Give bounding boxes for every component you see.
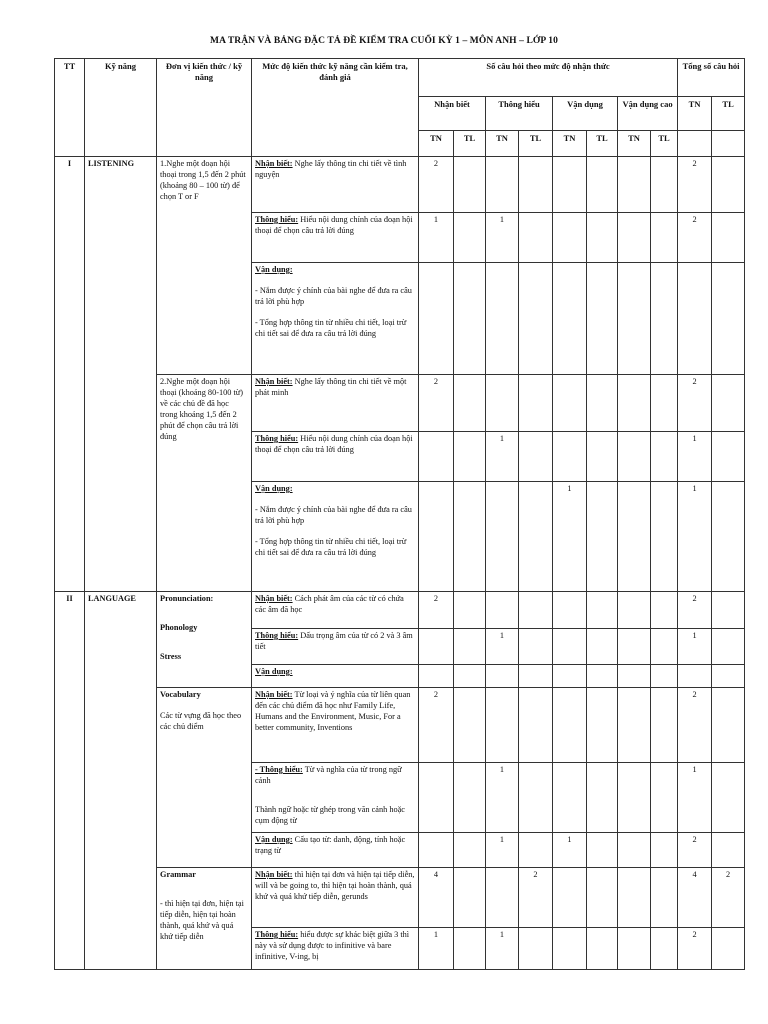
- header-tl: TL: [454, 131, 486, 157]
- level-description: Vận dụng: - Nắm được ý chính của bài nghe để đưa ra câu trả lời phù hợp - Tổng hợp thông tin từ nhiều chi tiết, loại trừ chi tiết sai để đưa ra câu trả lời đúng: [252, 482, 419, 592]
- total-tl-cell: [712, 665, 745, 688]
- header-level-3: Vận dụng: [553, 97, 618, 131]
- level-description: Nhận biết: Từ loại và ý nghĩa của từ liên quan đến các chủ điểm đã học như Family Life, Humans and the Environment, Music, For a better community, Inventions: [252, 688, 419, 763]
- header-level: Mức độ kiến thức kỹ năng cần kiểm tra, đánh giá: [252, 59, 419, 157]
- l2-tn-cell: [486, 157, 519, 213]
- l1-tn-cell: [419, 665, 454, 688]
- header-level-2: Thông hiểu: [486, 97, 553, 131]
- l2-tn-cell: [486, 375, 519, 432]
- l2-tl-cell: 2: [519, 868, 553, 928]
- header-tl: TL: [587, 131, 618, 157]
- l1-tn-cell: [419, 482, 454, 592]
- l2-tl-cell: [519, 263, 553, 375]
- l3-tn-cell: [553, 928, 587, 970]
- l2-tn-cell: 1: [486, 763, 519, 833]
- level-description: Thông hiểu: Hiểu nội dung chính của đoạn hội thoại để chọn câu trả lời đúng: [252, 432, 419, 482]
- header-total-tn: TN: [678, 97, 712, 131]
- l3-tn-cell: [553, 629, 587, 665]
- table-row: [55, 868, 745, 928]
- l2-tn-cell: [486, 688, 519, 763]
- header-count: Số câu hỏi theo mức độ nhận thức: [419, 59, 678, 97]
- l3-tn-cell: 1: [553, 482, 587, 592]
- total-tn-cell: 2: [678, 833, 712, 868]
- l3-tn-cell: [553, 688, 587, 763]
- l2-tn-cell: 1: [486, 213, 519, 263]
- l2-tl-cell: [519, 157, 553, 213]
- section-skill: LISTENING: [85, 157, 157, 592]
- level-description: Nhận biết: thì hiện tại đơn và hiện tại tiếp diễn, will và be going to, thì hiện tại hoàn thành, quá khứ và quá khứ tiếp diễn, gerunds: [252, 868, 419, 928]
- l1-tn-cell: 1: [419, 213, 454, 263]
- l3-tn-cell: [553, 432, 587, 482]
- l2-tn-cell: [486, 263, 519, 375]
- total-tn-cell: 2: [678, 688, 712, 763]
- l2-tl-cell: [519, 375, 553, 432]
- l1-tn-cell: [419, 833, 454, 868]
- l1-tn-cell: 2: [419, 592, 454, 629]
- l2-tl-cell: [519, 432, 553, 482]
- header-level-1: Nhận biết: [419, 97, 486, 131]
- level-description: Nhận biết: Nghe lấy thông tin chi tiết về tình nguyện: [252, 157, 419, 213]
- l3-tn-cell: [553, 665, 587, 688]
- l2-tl-cell: [519, 833, 553, 868]
- total-tl-cell: [712, 928, 745, 970]
- total-tn-cell: [678, 665, 712, 688]
- total-tl-cell: [712, 763, 745, 833]
- total-tn-cell: 4: [678, 868, 712, 928]
- l1-tn-cell: [419, 263, 454, 375]
- table-row: [55, 375, 745, 432]
- l2-tn-cell: [486, 592, 519, 629]
- total-tn-cell: 1: [678, 629, 712, 665]
- header-row-1: [55, 59, 745, 97]
- header-total: Tổng số câu hỏi: [678, 59, 745, 97]
- level-description: Nhận biết: Nghe lấy thông tin chi tiết về một phát minh: [252, 375, 419, 432]
- total-tn-cell: 1: [678, 763, 712, 833]
- l2-tn-cell: 1: [486, 833, 519, 868]
- l2-tl-cell: [519, 763, 553, 833]
- level-description: Vận dụng: Cấu tạo từ: danh, động, tính hoặc trạng từ: [252, 833, 419, 868]
- l2-tl-cell: [519, 928, 553, 970]
- level-description: Thông hiểu: Dấu trọng âm của từ có 2 và 3 âm tiết: [252, 629, 419, 665]
- header-tn: TN: [618, 131, 651, 157]
- header-tn: TN: [419, 131, 454, 157]
- total-tl-cell: [712, 213, 745, 263]
- total-tl-cell: [712, 157, 745, 213]
- header-tn: TN: [553, 131, 587, 157]
- total-tn-cell: 2: [678, 928, 712, 970]
- total-tn-cell: 2: [678, 157, 712, 213]
- assessment-matrix-table: [54, 58, 745, 970]
- l3-tn-cell: 1: [553, 833, 587, 868]
- total-tl-cell: [712, 592, 745, 629]
- l2-tl-cell: [519, 482, 553, 592]
- l1-tn-cell: 2: [419, 688, 454, 763]
- l2-tn-cell: [486, 482, 519, 592]
- level-description: - Thông hiểu: Từ và nghĩa của từ trong ngữ cảnh Thành ngữ hoặc từ ghép trong văn cảnh hoặc cụm động từ: [252, 763, 419, 833]
- section-number: I: [55, 157, 85, 592]
- table-row: [55, 688, 745, 763]
- unit-cell: 2.Nghe một đoạn hội thoại (khoảng 80-100 từ) về các chủ đề đã học trong khoảng 1,5 đến 2 phút để chọn câu trả lời đúng: [157, 375, 252, 592]
- l2-tn-cell: [486, 665, 519, 688]
- l3-tn-cell: [553, 592, 587, 629]
- l2-tl-cell: [519, 629, 553, 665]
- level-description: Vận dụng: - Nắm được ý chính của bài nghe để đưa ra câu trả lời phù hợp - Tổng hợp thông tin từ nhiều chi tiết, loại trừ chi tiết sai để đưa ra câu trả lời đúng: [252, 263, 419, 375]
- l2-tl-cell: [519, 592, 553, 629]
- l3-tn-cell: [553, 157, 587, 213]
- l1-tn-cell: [419, 629, 454, 665]
- l2-tn-cell: 1: [486, 629, 519, 665]
- table-row: [55, 157, 745, 213]
- l1-tn-cell: 4: [419, 868, 454, 928]
- unit-cell: Grammar - thì hiện tại đơn, hiện tại tiếp diễn, hiện tại hoàn thành, quá khứ và quá khứ tiếp diễn: [157, 868, 252, 970]
- total-tl-cell: [712, 263, 745, 375]
- section-skill: LANGUAGE: [85, 592, 157, 970]
- section-number: II: [55, 592, 85, 970]
- l1-tn-cell: 1: [419, 928, 454, 970]
- total-tn-cell: 2: [678, 213, 712, 263]
- header-total-tl: TL: [712, 97, 745, 131]
- l1-tn-cell: [419, 432, 454, 482]
- total-tn-cell: 2: [678, 375, 712, 432]
- total-tl-cell: 2: [712, 868, 745, 928]
- l3-tn-cell: [553, 213, 587, 263]
- level-description: Vận dụng:: [252, 665, 419, 688]
- header-tt: TT: [55, 59, 85, 157]
- total-tl-cell: [712, 432, 745, 482]
- unit-cell: 1.Nghe một đoạn hội thoại trong 1,5 đến 2 phút (khoảng 80 – 100 từ) để chọn T or F: [157, 157, 252, 375]
- level-description: Thông hiểu: hiểu được sự khác biệt giữa 3 thì này và sử dụng được to infinitive và bare infinitive, V-ing, bị: [252, 928, 419, 970]
- l1-tn-cell: 2: [419, 157, 454, 213]
- header-unit: Đơn vị kiến thức / kỹ năng: [157, 59, 252, 157]
- l2-tn-cell: 1: [486, 432, 519, 482]
- total-tn-cell: 1: [678, 482, 712, 592]
- unit-cell: Vocabulary Các từ vựng đã học theo các chủ điểm: [157, 688, 252, 868]
- level-description: Nhận biết: Cách phát âm của các từ có chứa các âm đã học: [252, 592, 419, 629]
- l1-tn-cell: 2: [419, 375, 454, 432]
- header-level-4: Vận dụng cao: [618, 97, 678, 131]
- total-tn-cell: 1: [678, 432, 712, 482]
- l2-tl-cell: [519, 213, 553, 263]
- l2-tn-cell: [486, 868, 519, 928]
- unit-cell: Pronunciation: Phonology Stress: [157, 592, 252, 688]
- l3-tn-cell: [553, 868, 587, 928]
- l2-tl-cell: [519, 688, 553, 763]
- level-description: Thông hiểu: Hiểu nội dung chính của đoạn hội thoại để chọn câu trả lời đúng: [252, 213, 419, 263]
- table-row: [55, 592, 745, 629]
- total-tl-cell: [712, 833, 745, 868]
- total-tn-cell: 2: [678, 592, 712, 629]
- page-title: MA TRẬN VÀ BẢNG ĐẶC TẢ ĐỀ KIỂM TRA CUỐI KỲ 1 – MÔN ANH – LỚP 10: [210, 36, 558, 46]
- l3-tn-cell: [553, 375, 587, 432]
- header-tl: TL: [519, 131, 553, 157]
- header-tn: TN: [486, 131, 519, 157]
- total-tl-cell: [712, 482, 745, 592]
- l2-tn-cell: 1: [486, 928, 519, 970]
- l1-tn-cell: [419, 763, 454, 833]
- l3-tn-cell: [553, 763, 587, 833]
- l2-tl-cell: [519, 665, 553, 688]
- total-tl-cell: [712, 629, 745, 665]
- total-tl-cell: [712, 688, 745, 763]
- total-tl-cell: [712, 375, 745, 432]
- l3-tn-cell: [553, 263, 587, 375]
- header-skill: Kỹ năng: [85, 59, 157, 157]
- total-tn-cell: [678, 263, 712, 375]
- header-tl: TL: [651, 131, 678, 157]
